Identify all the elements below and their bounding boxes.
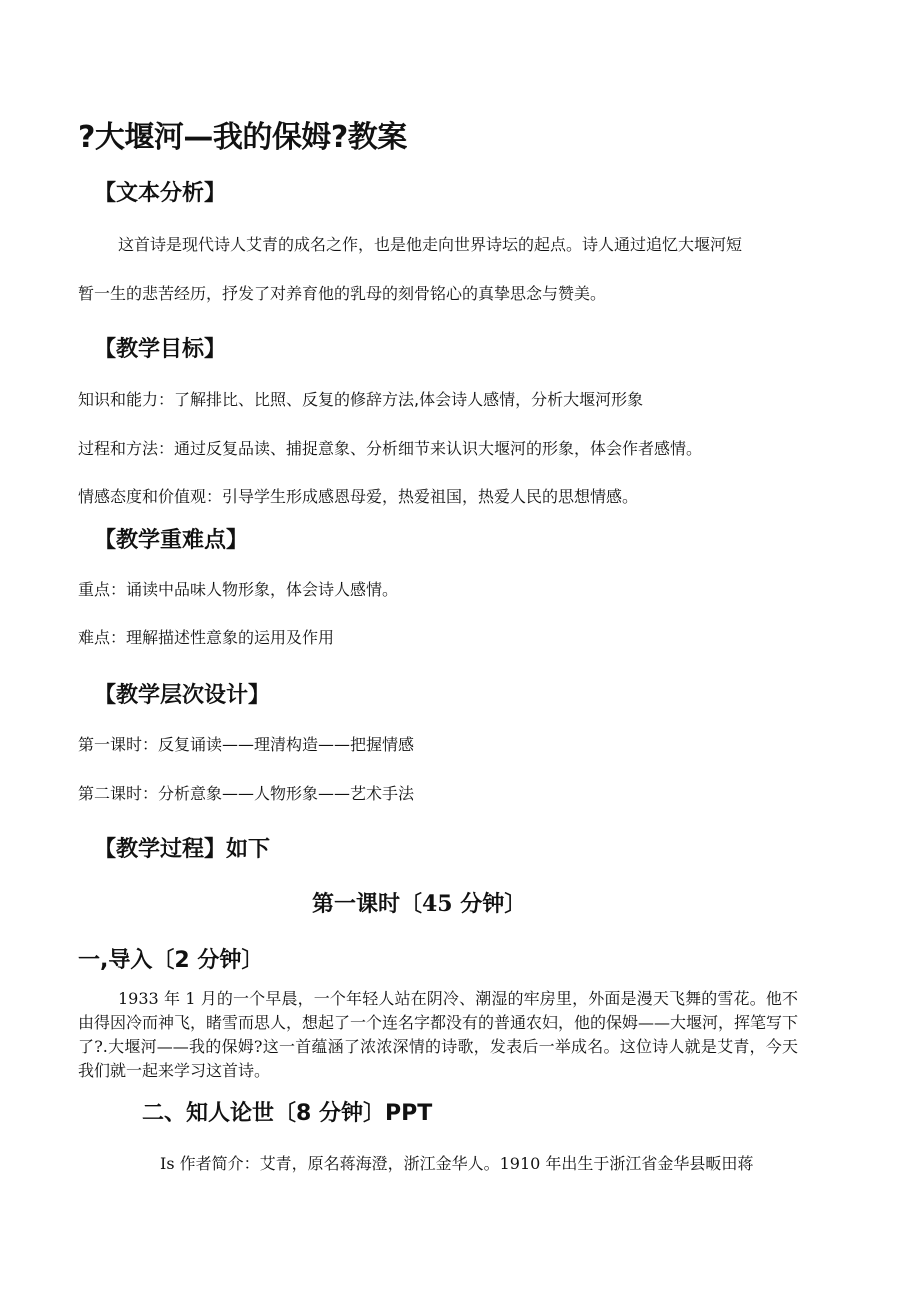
heading-text-analysis: 【文本分析】 [94,181,227,206]
text-analysis-line-2: 暂一生的悲苦经历，抒发了对养育他的乳母的刻骨铭心的真挚思念与赞美。 [78,284,607,303]
part-2-heading: 二、知人论世〔8 分钟〕PPT [142,1101,433,1126]
objective-item: 过程和方法：通过反复品读、捕捉意象、分析细节来认识大堰河的形象，体会作者感情。 [78,439,703,458]
part-1-heading: 一,导入〔2 分钟〕 [78,948,264,973]
part-1-paragraph: 1933 年 1 月的一个早晨，一个年轻人站在阴冷、潮湿的牢房里，外面是漫天飞舞的雪花。他不由得因冷而神飞，睹雪而思人，想起了一个连名字都没有的普通农妇，他的保姆——大堰河，挥笔写下了?.大堰河——我的保姆?这一首蕴涵了浓浓深情的诗歌，发表后一举成名。这位诗人就是艾青，今天我们就一起来学习这首诗。 [78,989,799,1080]
heading-objectives: 【教学目标】 [94,337,227,362]
key-point-item: 重点：诵读中品味人物形象，体会诗人感情。 [78,580,399,599]
heading-process: 【教学过程】如下 [94,837,271,862]
lesson-1-title: 第一课时〔45 分钟〕 [312,891,527,917]
heading-key-points: 【教学重难点】 [94,528,249,553]
text-analysis-line-1: 这首诗是现代诗人艾青的成名之作，也是他走向世界诗坛的起点。诗人通过追忆大堰河短 [118,235,743,254]
objective-item: 知识和能力：了解排比、比照、反复的修辞方法,体会诗人感情，分析大堰河形象 [78,390,644,409]
document-title: ?大堰河—我的保姆?教案 [78,120,407,155]
key-point-item: 难点：理解描述性意象的运用及作用 [78,628,335,647]
heading-levels: 【教学层次设计】 [94,683,271,708]
level-item: 第二课时：分析意象——人物形象——艺术手法 [78,784,415,803]
level-item: 第一课时：反复诵读——理清构造——把握情感 [78,735,415,754]
part-2-line-1: Is 作者简介：艾青，原名蒋海澄，浙江金华人。1910 年出生于浙江省金华县畈田蒋 [160,1154,754,1173]
objective-item: 情感态度和价值观：引导学生形成感恩母爱，热爱祖国，热爱人民的思想情感。 [78,487,639,506]
